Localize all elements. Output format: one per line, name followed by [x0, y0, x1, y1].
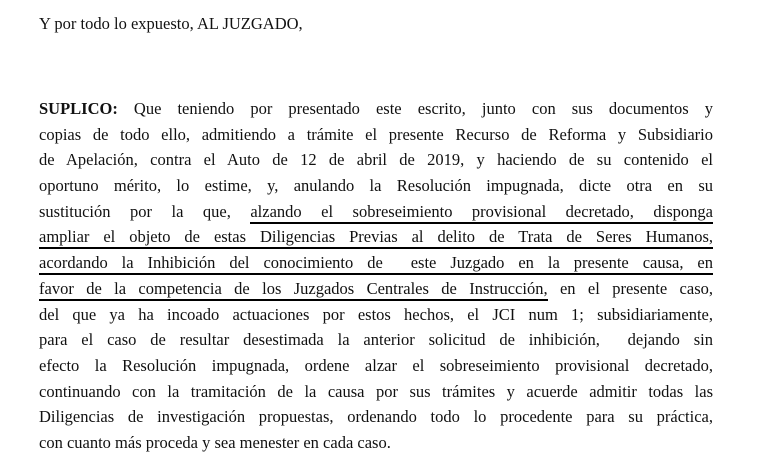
underlined-text: favor de la competencia de los Juzgados Centrales de Instrucción,: [39, 279, 548, 301]
line-text: oportuno mérito, lo estime, y, anulando la Resolución impugnada, dicte otra en su: [39, 176, 713, 196]
paragraph-line-10: [39, 327, 713, 353]
paragraph-line-2: [39, 122, 713, 148]
underlined-text: acordando la Inhibición del conocimiento de este Juzgado en la presente causa, en: [39, 253, 713, 275]
line-text: Que teniendo por presentado este escrito, junto con sus documentos y: [117, 99, 713, 118]
line-text: con cuanto más proceda y sea menester en cada caso.: [39, 432, 391, 452]
paragraph-line-3: [39, 147, 713, 173]
paragraph-line-7: [39, 250, 713, 276]
paragraph-line-4: [39, 173, 713, 199]
line-text: copias de todo ello, admitiendo a trámite el presente Recurso de Reforma y Subsidiario: [39, 124, 713, 144]
paragraph-line-8: [39, 276, 713, 302]
paragraph-line-11: [39, 353, 713, 379]
underlined-text: ampliar el objeto de estas Diligencias Previas al delito de Trata de Seres Humanos,: [39, 227, 713, 249]
suplico-paragraph: [39, 96, 713, 456]
opening-line: Y por todo lo expuesto, AL JUZGADO,: [39, 14, 303, 33]
paragraph-line-12: [39, 379, 713, 405]
line-text: sustitución por la que,: [39, 201, 251, 221]
underlined-text: alzando el sobreseimiento provisional decretado, disponga: [250, 202, 713, 224]
paragraph-line-1: [39, 96, 713, 122]
line-text: efecto la Resolución impugnada, ordene alzar el sobreseimiento provisional decretado,: [39, 355, 713, 375]
line-text: continuando con la tramitación de la causa por sus trámites y acuerde admitir todas las: [39, 381, 713, 401]
paragraph-line-13: [39, 404, 713, 430]
paragraph-line-14: [39, 430, 713, 456]
suplico-heading: SUPLICO:: [39, 99, 118, 118]
paragraph-line-9: [39, 302, 713, 328]
paragraph-line-5: [39, 199, 713, 225]
line-text: en el presente caso,: [547, 278, 713, 298]
paragraph-line-6: [39, 224, 713, 250]
line-text: del que ya ha incoado actuaciones por estos hechos, el JCI num 1; subsidiariamente,: [39, 304, 713, 324]
line-text: Diligencias de investigación propuestas, ordenando todo lo procedente para su práctica,: [39, 407, 713, 427]
line-text: para el caso de resultar desestimada la anterior solicitud de inhibición, dejando sin: [39, 330, 713, 350]
line-text: de Apelación, contra el Auto de 12 de abril de 2019, y haciendo de su contenido el: [39, 150, 713, 170]
